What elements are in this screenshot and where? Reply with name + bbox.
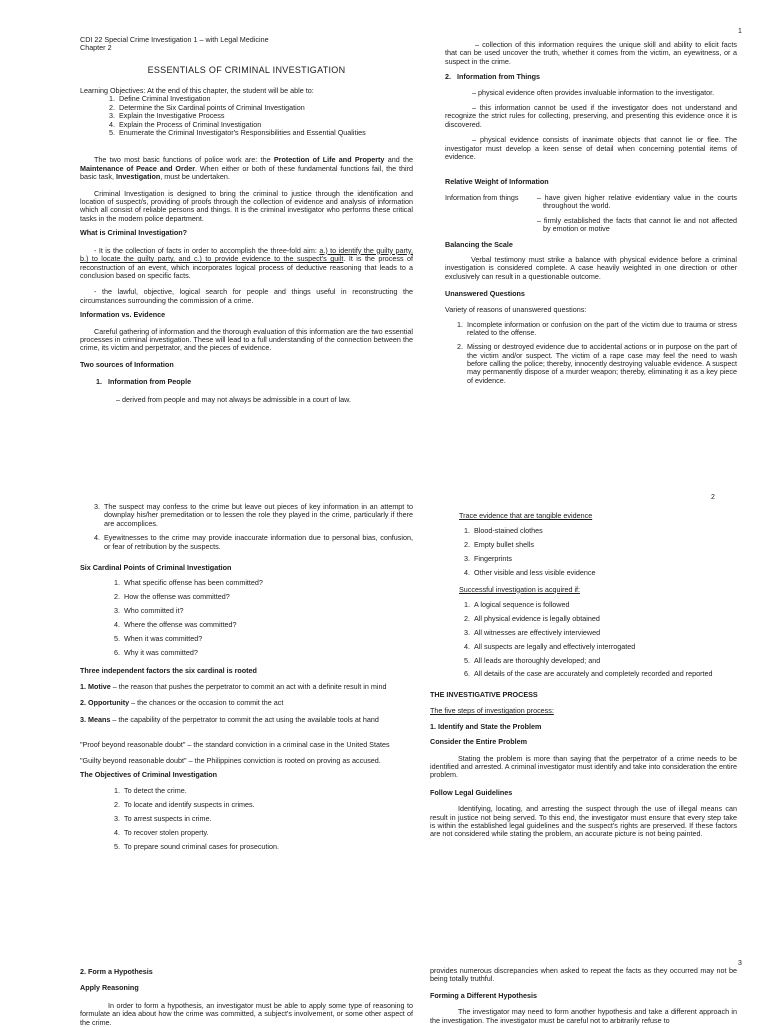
section-heading: Six Cardinal Points of Criminal Investigation	[80, 563, 232, 573]
list-item: 4. Where the offense was committed?	[122, 621, 413, 629]
paragraph: – collection of this information requires the unique skill and ability to elicit facts that can be used uncover the truth, whether it comes from the victim, an eyewitness, or a suspect in the crime.	[445, 40, 737, 66]
list-item: 5. When it was committed?	[122, 635, 413, 643]
subheading: Trace evidence that are tangible evidence	[459, 511, 593, 520]
list-item: 2. Missing or destroyed evidence due to accidental actions or in purpose on the part of the victim and/or suspect. The victim of a rape case may feel the need to wash before calling the police; thereby, innocently destroying valuable evidence. A suspect may permanently dispose of a murder weapon; thereby, eliminating it as a key piece of evidence.	[465, 343, 737, 385]
list-item: 2. To locate and identify suspects in crimes.	[122, 801, 413, 809]
section-heading: Balancing the Scale	[445, 239, 513, 249]
step-heading: 2. Form a Hypothesis	[80, 967, 153, 976]
list-item: 1. What specific offense has been committed?	[122, 579, 413, 587]
page-number: 3	[738, 960, 742, 967]
subheading: The five steps of investigation process:	[430, 706, 554, 716]
list-item: 5. All leads are thoroughly developed; and	[472, 657, 737, 665]
guilty-definition: "Guilty beyond reasonable doubt" – the Philippines conviction is rooted on proving as accused.	[80, 756, 381, 766]
paragraph: Variety of reasons of unanswered questions:	[445, 304, 587, 314]
list-item: 5. To prepare sound criminal cases for prosecution.	[122, 843, 413, 851]
list-item: 1. To detect the crime.	[122, 787, 413, 795]
list-item: 1. A logical sequence is followed	[472, 601, 737, 609]
section-heading: Two sources of Information	[80, 359, 174, 369]
objectives-list	[80, 95, 413, 137]
list-item: 3. Who committed it?	[122, 607, 413, 615]
paragraph: – physical evidence often provides invaluable information to the investigator.	[472, 87, 715, 97]
section-heading: Information vs. Evidence	[80, 310, 166, 320]
section-heading: The Objectives of Criminal Investigation	[80, 769, 217, 779]
list-item: 4. Other visible and less visible evidence	[472, 569, 737, 577]
paragraph: Stating the problem is more than saying that the perpetrator of a crime needs to be identified and arrested. A criminal investigator must identify and take into consideration the entire problem.	[430, 753, 737, 780]
weight-row	[445, 194, 737, 211]
weight-key: Information from things	[445, 192, 519, 202]
trace-evidence-list	[430, 527, 737, 577]
list-item: 3. To arrest suspects in crime.	[122, 815, 413, 823]
page3-left-column	[80, 968, 413, 1027]
weight-value: – have given higher relative evidentiary value in the courts throughout the world.	[537, 192, 737, 211]
list-item: 6. Why it was committed?	[122, 649, 413, 657]
step-heading: 1. Identify and State the Problem	[430, 721, 542, 731]
course-title: CDI 22 Special Crime Investigation 1 – with Legal Medicine	[80, 35, 269, 44]
list-item: 2. Determine the Six Cardinal points of Criminal Investigation	[117, 104, 413, 112]
section-heading: Apply Reasoning	[80, 983, 139, 993]
factor-motive: 1. Motive – the reason that pushes the perpetrator to commit an act with a definite result in mind	[80, 681, 387, 691]
page1-right-column	[445, 41, 737, 391]
cardinal-points-list	[80, 579, 413, 657]
factor-means: 3. Means – the capability of the perpetrator to commit the act using the available tools at hand	[80, 714, 379, 724]
paragraph: Careful gathering of information and the thorough evaluation of this information are the two essential processes in criminal investigation. These will lead to a full understanding of the connection between the crime, its victim and perpetrator, and the pieces of evidence.	[80, 326, 413, 353]
list-item: 5. Enumerate the Criminal Investigator's Responsibilities and Essential Qualities	[117, 129, 413, 137]
section-heading: What is Criminal Investigation?	[80, 228, 188, 238]
paragraph: – physical evidence consists of inanimate objects that cannot lie or flee. The investigator must develop a keen sense of detail when concerning potential items of evidence.	[445, 135, 737, 162]
paragraph: – derived from people and may not always be admissible in a court of law.	[116, 394, 351, 404]
page-number: 2	[711, 494, 715, 501]
section-heading: Consider the Entire Problem	[430, 737, 528, 747]
document-header	[80, 36, 420, 53]
subheading: Successful investigation is acquired if:	[459, 584, 581, 594]
list-item: 1. Define Criminal Investigation	[117, 95, 413, 103]
subsection-heading: 2. Information from Things	[445, 72, 541, 82]
list-item: 6. All details of the case are accurately and completely recorded and reported	[472, 670, 737, 678]
section-heading: Forming a Different Hypothesis	[430, 990, 538, 1000]
chapter-title: ESSENTIALS OF CRIMINAL INVESTIGATION	[147, 65, 346, 75]
weight-row	[445, 217, 737, 234]
section-heading: THE INVESTIGATIVE PROCESS	[430, 689, 538, 699]
objectives-of-investigation-list	[80, 787, 413, 851]
paragraph: Criminal Investigation is designed to bring the criminal to justice through the identification and location of suspect/s, providing of proofs through the collection of evidence and analysis of information which all consist of reliable persons and things. It is the criminal investigator who performs these critical tasks in the modern police department.	[80, 188, 413, 223]
objectives-intro: Learning Objectives: At the end of this chapter, the student will be able to:	[80, 86, 314, 95]
section-heading: Unanswered Questions	[445, 289, 525, 299]
list-item: 4. Explain the Process of Criminal Investigation	[117, 121, 413, 129]
list-item: 1. Incomplete information or confusion on the part of the victim due to trauma or stress related to the offense.	[465, 321, 737, 338]
section-heading: Relative Weight of Information	[445, 177, 549, 187]
page2-right-column	[430, 512, 737, 839]
list-item: 1. Blood-stained clothes	[472, 527, 737, 535]
list-item: 2. All physical evidence is legally obtained	[472, 615, 737, 623]
list-item: 4. All suspects are legally and effectively interrogated	[472, 643, 737, 651]
paragraph: Identifying, locating, and arresting the suspect through the use of illegal means can result in justice not being served. To this end, the investigator must ensure that every step take is within the established legal guidelines and the suspect's rights are preserved. If these factors are not considered while stating the problem, an accurate picture is not being painted.	[430, 804, 737, 839]
proof-definition: "Proof beyond reasonable doubt" – the standard conviction in a criminal case in the United States	[80, 740, 390, 749]
list-item: 3. All witnesses are effectively interviewed	[472, 629, 737, 637]
section-heading: Three independent factors the six cardinal is rooted	[80, 666, 257, 676]
list-item: 3. Explain the Investigative Process	[117, 112, 413, 120]
page2-left-column	[80, 503, 413, 857]
list-item: 3. Fingerprints	[472, 555, 737, 563]
list-item: 2. Empty bullet shells	[472, 541, 737, 549]
successful-investigation-list	[430, 601, 737, 679]
subsection-heading: 1. Information from People	[96, 377, 192, 387]
paragraph: Verbal testimony must strike a balance with physical evidence before a criminal investigation is considered complete. A case heavily weighted in one direction or other exclusively can result in a questionable outcome.	[445, 254, 737, 281]
list-item: 4. Eyewitnesses to the crime may provide inaccurate information due to personal bias, confusion, or fear of retribution by the suspects.	[102, 534, 413, 551]
paragraph: provides numerous discrepancies when asked to repeat the facts as they occurred may not be being totally truthful.	[430, 966, 737, 984]
paragraph: - the lawful, objective, logical search for people and things useful in reconstructing the circumstances surrounding the commission of a crime.	[80, 287, 413, 305]
paragraph: The two most basic functions of police work are: the Protection of Life and Property and the Maintenance of Peace and Order. When either or both of these fundamental functions fail, the third basic task, Investigation, must be undertaken.	[80, 155, 413, 182]
page-number: 1	[738, 28, 742, 35]
factor-opportunity: 2. Opportunity – the chances or the occasion to commit the act	[80, 698, 284, 708]
chapter-label: Chapter 2	[80, 43, 112, 53]
paragraph: In order to form a hypothesis, an investigator must be able to apply some type of reasoning to formulate an idea about how the crime was committed, a subject's involvement, or some other aspect of the crime.	[80, 1000, 413, 1027]
section-heading: Follow Legal Guidelines	[430, 787, 513, 797]
weight-value: – firmly established the facts that cannot lie and not affected by emotion or motive	[537, 215, 737, 234]
list-item: 2. How the offense was committed?	[122, 593, 413, 601]
page1-left-column	[80, 87, 413, 404]
list-item: 4. To recover stolen property.	[122, 829, 413, 837]
list-item: 3. The suspect may confess to the crime but leave out pieces of key information in an attempt to downplay his/her premeditation or to lessen the role they played in the crime, particularly if there are accomplices.	[102, 503, 413, 528]
paragraph: – this information cannot be used if the investigator does not understand and recognize the strict rules for collecting, preserving, and presenting this evidence once it is discovered.	[445, 103, 737, 129]
paragraph: The investigator may need to form another hypothesis and take a different approach in the investigation. The investigator must be careful not to arbitrarily refuse to	[430, 1007, 737, 1025]
paragraph: - It is the collection of facts in order to accomplish the three-fold aim: a.) to identify the guilty party, b.) to locate the guilty party, and c.) to provide evidence to the suspect's guilt. It is the process of reconstruction of an event, which incorporates logical process of deductive reasoning that leads to a conclusion based on specific facts.	[80, 245, 414, 280]
reasons-list	[80, 503, 413, 551]
unanswered-list	[445, 321, 737, 385]
page3-right-column	[430, 967, 737, 1025]
